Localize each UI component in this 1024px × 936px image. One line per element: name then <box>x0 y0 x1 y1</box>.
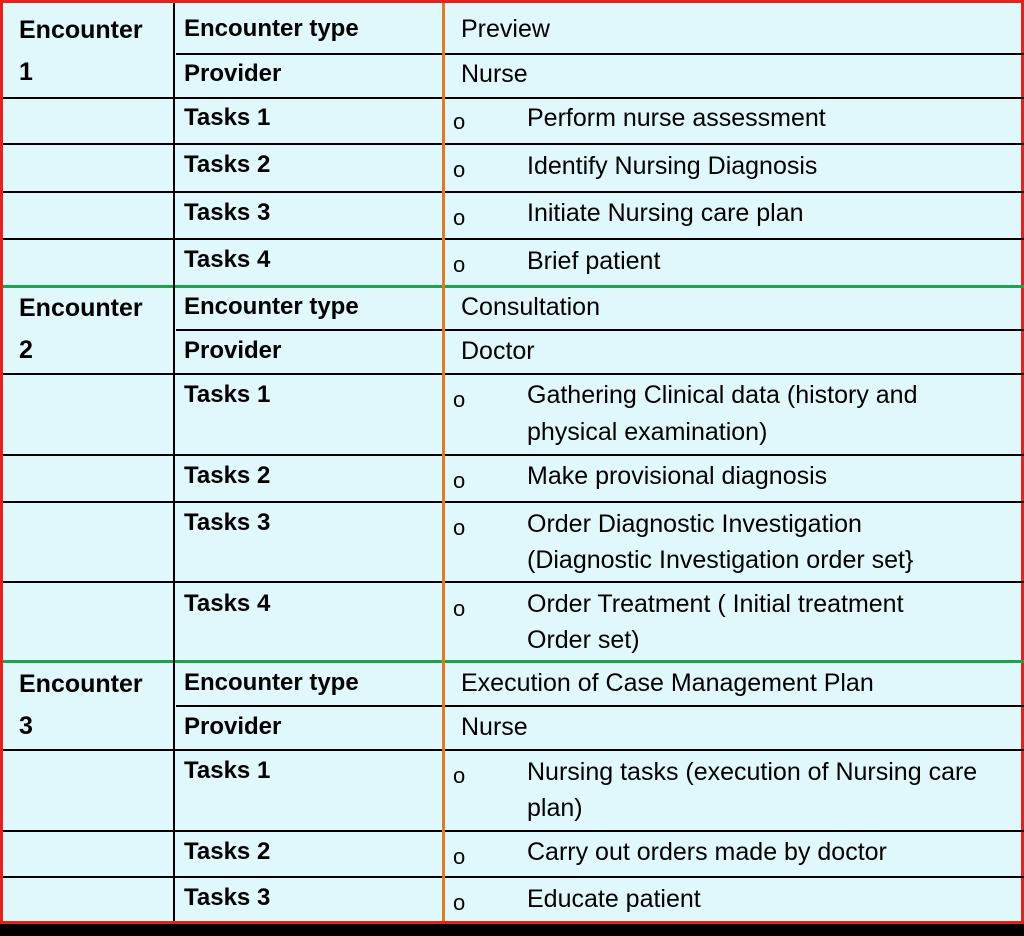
task-text: Perform nurse assessment <box>527 104 826 132</box>
task-text: Educate patient <box>527 885 701 913</box>
bullet-icon: o <box>453 109 466 134</box>
bullet-icon: o <box>453 387 466 412</box>
row-divider <box>3 501 1024 503</box>
encounter-type-value: Execution of Case Management Plan <box>461 669 874 697</box>
task-label: Tasks 3 <box>184 199 271 226</box>
task-label: Tasks 1 <box>184 757 271 784</box>
bullet-icon: o <box>453 890 466 915</box>
encounter-number: 3 <box>19 712 33 740</box>
encounter-label: Encounter <box>19 294 143 322</box>
encounter-type-label: Encounter type <box>184 669 359 696</box>
provider-value: Nurse <box>461 713 528 741</box>
bullet-icon: o <box>453 844 466 869</box>
provider-label: Provider <box>184 337 282 364</box>
row-divider <box>3 97 1024 99</box>
task-label: Tasks 1 <box>184 381 271 408</box>
provider-value: Doctor <box>461 337 535 365</box>
row-divider <box>3 749 1024 751</box>
row-divider <box>3 454 1024 456</box>
task-label: Tasks 4 <box>184 246 271 273</box>
column-divider <box>442 3 445 921</box>
encounter-divider <box>3 660 1024 663</box>
task-text: Order Treatment ( Initial treatment <box>527 590 904 618</box>
task-text-continued: (Diagnostic Investigation order set} <box>527 546 914 574</box>
task-label: Tasks 3 <box>184 884 271 911</box>
encounter-number: 1 <box>19 58 33 86</box>
encounter-number: 2 <box>19 336 33 364</box>
task-text: Initiate Nursing care plan <box>527 199 804 227</box>
bullet-icon: o <box>453 252 466 277</box>
task-label: Tasks 3 <box>184 509 271 536</box>
task-text-continued: Order set) <box>527 626 640 654</box>
task-text: Nursing tasks (execution of Nursing care <box>527 758 978 786</box>
task-text-continued: plan) <box>527 794 583 822</box>
task-label: Tasks 2 <box>184 462 271 489</box>
task-text: Make provisional diagnosis <box>527 462 828 490</box>
task-text: Brief patient <box>527 247 661 275</box>
encounter-label: Encounter <box>19 670 143 698</box>
encounter-type-value: Consultation <box>461 293 600 321</box>
bullet-icon: o <box>453 515 466 540</box>
encounter-label: Encounter <box>19 16 143 44</box>
encounter-type-label: Encounter type <box>184 15 359 42</box>
row-divider <box>3 830 1024 832</box>
bullet-icon: o <box>453 468 466 493</box>
row-divider <box>176 705 1024 707</box>
row-divider <box>3 581 1024 583</box>
task-label: Tasks 2 <box>184 838 271 865</box>
row-divider <box>3 191 1024 193</box>
encounter-type-value: Preview <box>461 15 550 43</box>
provider-value: Nurse <box>461 60 528 88</box>
task-text: Gathering Clinical data (history and <box>527 381 918 409</box>
bullet-icon: o <box>453 157 466 182</box>
bullet-icon: o <box>453 596 466 621</box>
encounter-divider <box>3 285 1024 288</box>
task-label: Tasks 1 <box>184 104 271 131</box>
task-text: Identify Nursing Diagnosis <box>527 152 818 180</box>
provider-label: Provider <box>184 60 282 87</box>
column-divider <box>173 3 175 921</box>
row-divider <box>3 143 1024 145</box>
encounter-type-label: Encounter type <box>184 293 359 320</box>
provider-label: Provider <box>184 713 282 740</box>
task-text-continued: physical examination) <box>527 418 768 446</box>
row-divider <box>176 53 1024 55</box>
row-divider <box>176 329 1024 331</box>
bullet-icon: o <box>453 763 466 788</box>
task-text: Carry out orders made by doctor <box>527 838 887 866</box>
task-label: Tasks 4 <box>184 590 271 617</box>
row-divider <box>3 373 1024 375</box>
row-divider <box>3 238 1024 240</box>
task-label: Tasks 2 <box>184 151 271 178</box>
row-divider <box>3 876 1024 878</box>
task-text: Order Diagnostic Investigation <box>527 510 862 538</box>
bullet-icon: o <box>453 205 466 230</box>
